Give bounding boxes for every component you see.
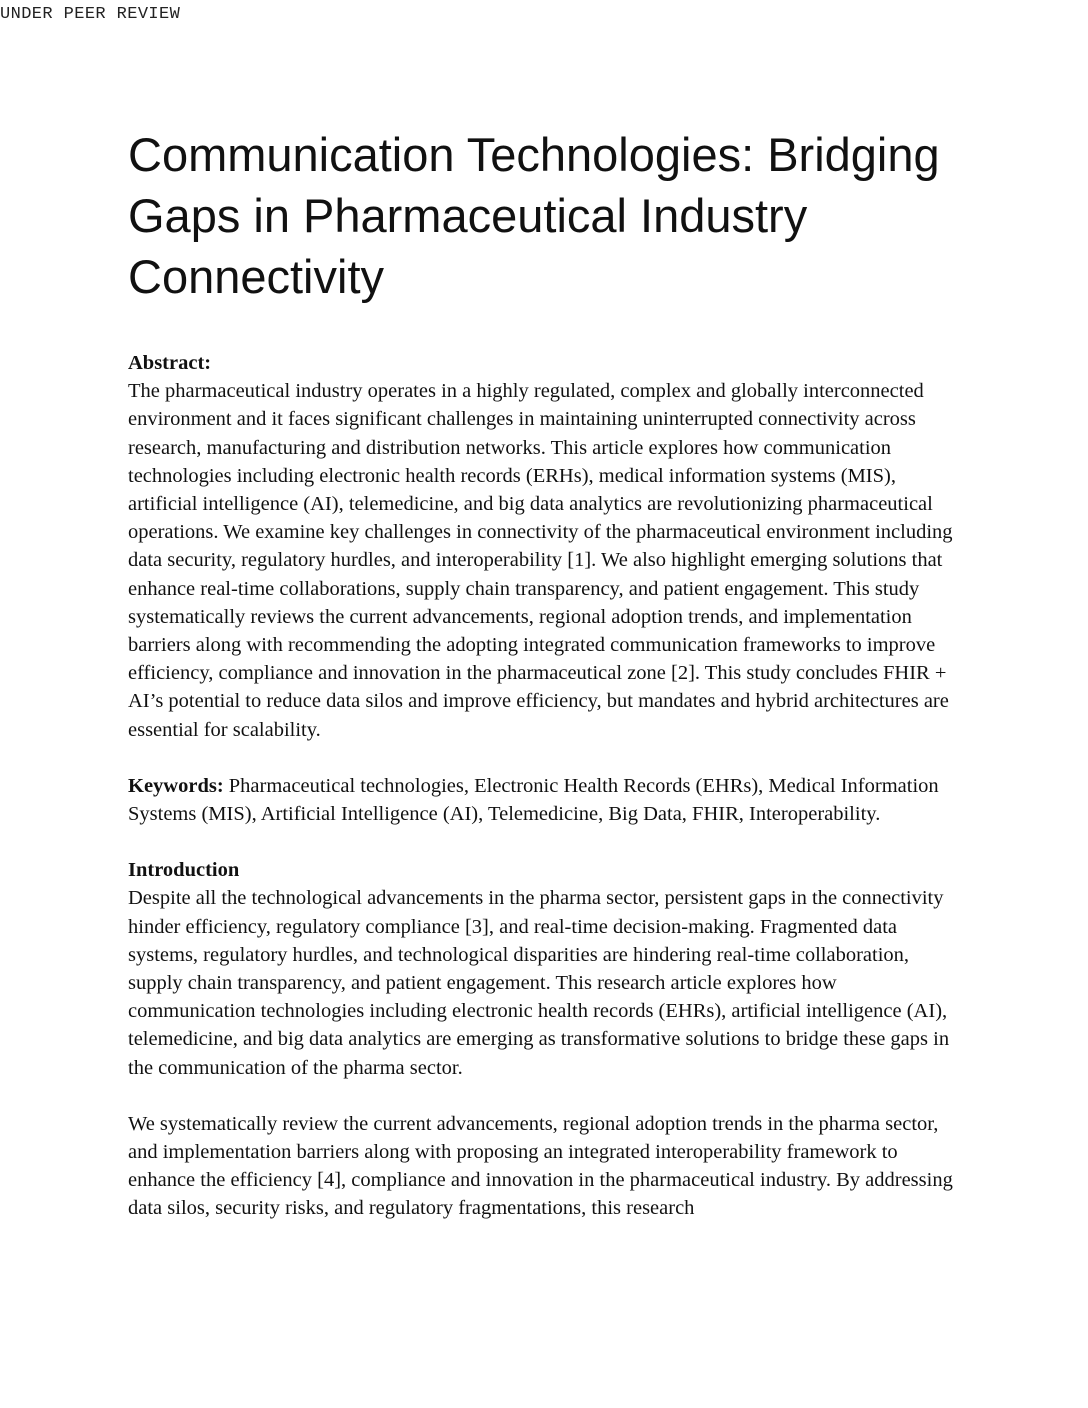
introduction-section (128, 856, 968, 1222)
peer-review-watermark: UNDER PEER REVIEW (0, 5, 181, 24)
keywords-section (128, 772, 968, 828)
paper-title: Communication Technologies: Bridging Gaps in Pharmaceutical Industry Connectivity (128, 128, 940, 303)
keywords-label: Keywords: (128, 774, 224, 797)
introduction-paragraph-1: Despite all the technological advancements in the pharma sector, persistent gaps in the connectivity hinder efficiency, regulatory compliance [3], and real-time decision-making. Fragmented data systems, regulatory hurdles, and technological disparities are hindering real-time collaboration, supply chain transparency, and patient engagement. This research article explores how communication technologies including electronic health records (EHRs), artificial intelligence (AI), telemedicine, and big data analytics are emerging as transformative solutions to bridge these gaps in the communication of the pharma sector. (128, 887, 950, 1079)
introduction-heading: Introduction (128, 859, 240, 882)
abstract-text: The pharmaceutical industry operates in a highly regulated, complex and globally interconnected environment and it faces significant challenges in maintaining uninterrupted connectivity across research, manufacturing and distribution networks. This article explores how communication technologies including electronic health records (ERHs), medical information systems (MIS), artificial intelligence (AI), telemedicine, and big data analytics are revolutionizing pharmaceutical operations. We examine key challenges in connectivity of the pharmaceutical environment including data security, regulatory hurdles, and interoperability [1]. We also highlight emerging solutions that enhance real-time collaborations, supply chain transparency, and patient engagement. This study systematically reviews the current advancements, regional adoption trends, and implementation barriers along with recommending the adopting integrated communication frameworks to improve efficiency, compliance and innovation in the pharmaceutical zone [2]. This study concludes FHIR + AI’s potential to reduce data silos and improve efficiency, but mandates and hybrid architectures are essential for scalability. (128, 380, 953, 741)
keywords-text: Pharmaceutical technologies, Electronic Health Records (EHRs), Medical Information Systems (MIS), Artificial Intelligence (AI), Telemedicine, Big Data, FHIR, Interoperability. (128, 774, 939, 826)
abstract-heading: Abstract: (128, 352, 212, 374)
abstract-section (128, 349, 968, 744)
introduction-paragraph-2: We systematically review the current advancements, regional adoption trends in the pharma sector, and implementation barriers along with proposing an integrated interoperability framework to enhance the efficiency [4], compliance and innovation in the pharmaceutical industry. By addressing data silos, security risks, and regulatory fragmentations, this research (128, 1112, 953, 1220)
paper-page (128, 124, 968, 1223)
keywords-paragraph (128, 772, 968, 828)
